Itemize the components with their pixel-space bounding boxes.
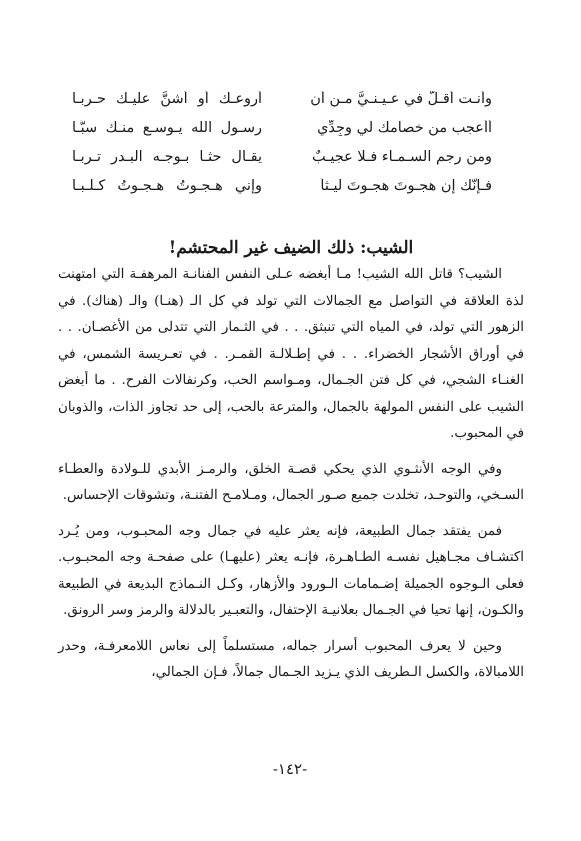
verse-row <box>72 113 492 142</box>
paragraph: وفي الوجه الأنثـوي الذي يحكي قصـة الخلق، والرمـز الأبدي للـولادة والعطـاء السـخي، والتوحـد، تخلدت جميع صـور الجمال، ومـلامـح الفتنـة، وتشوقات الإحساس. <box>58 461 524 503</box>
section-title: الشيب: ذلك الضيف غير المحتشم! <box>168 238 414 259</box>
verse-second-hemistich: وإني هـجـوتُ هـجـوتُ كـلـبـا <box>72 177 262 194</box>
paragraph: فمن يفتقد جمال الطبيعة، فإنه يعثر عليه في جمال وجه المحبـوب، ومن يُـرد اكتشـاف مجـاهيل نفسـه الطـاهـرة، فإنـه يعثر (عليهـا) على صفحـة وجه المحبـوب. فعلى الـوجوه الجميلة إضـمامات الـورود والأزهار، وكـل النـماذج البديعة في الطبيعة والكـون، إنها تحيا في الجـمال بعلانيـة الإحتفال، والتعبـير بالدلالة والرمز وسر الرونق. <box>58 523 524 618</box>
verse-first-hemistich: ومن رجم السـمـاء فـلا عجيـبٌ <box>311 148 492 165</box>
paragraph: وحين لا يعرف المحبوب أسرار جماله، مستسلماً إلى نعاس اللامعرفـة، وحدر اللامبالاة، والكسل الـطريف الذي يـزيد الجـمال جمالاً، فـإن الجمالي، <box>58 638 524 680</box>
verse-first-hemistich: فـإنَّك إن هجـوتَ هجـوتَ ليـثاً <box>320 177 492 194</box>
verse-second-hemistich: يقـال حثـا بـوجـه البـدر تـربـا <box>72 148 262 165</box>
verse-second-hemistich: رسـول الله يـوسـع منـك سبًّـا <box>72 119 262 136</box>
verse-second-hemistich: أروعـك أو أشنَّ عليـك حـربـا <box>72 90 262 107</box>
body-text <box>58 262 524 696</box>
poem-verses <box>72 84 492 200</box>
verse-first-hemistich: وأنـت أقـلُّ في عـيـنـيَّ مـن أن <box>310 90 492 107</box>
page-number: -١٤٢- <box>272 760 308 778</box>
verse-row <box>72 171 492 200</box>
verse-row <box>72 84 492 113</box>
verse-first-hemistich: أأعجب من خصامك لي وجِدِّي <box>317 119 492 136</box>
paragraph: الشيب؟ قاتل الله الشيب! مـا أبغضه عـلى النفس الفنانـة المرهفـة التي امتهنت لذة العلاقة في التواصل مع الجمالات التي تولد في كل الـ (هنـا) والـ (هناك). في الزهور التي تولد، في المياه التي تنبثق. . . في الثـمار التي تتدلى من الأغصـان. . . في أوراق الأشجار الخضراء. . . في إطـلالـة القمـر. . في تعـريسة الشمس، في الغنـاء الشجي، في كل فتن الجـمال، ومـواسم الحب، وكرنفالات الفرح. . ما أبغض الشيب على النفس المولهة بالجمال، والمترعة بالحب، إلى حد تجاوز الذات، والذوبان في المحبوب. <box>58 267 524 441</box>
verse-row <box>72 142 492 171</box>
